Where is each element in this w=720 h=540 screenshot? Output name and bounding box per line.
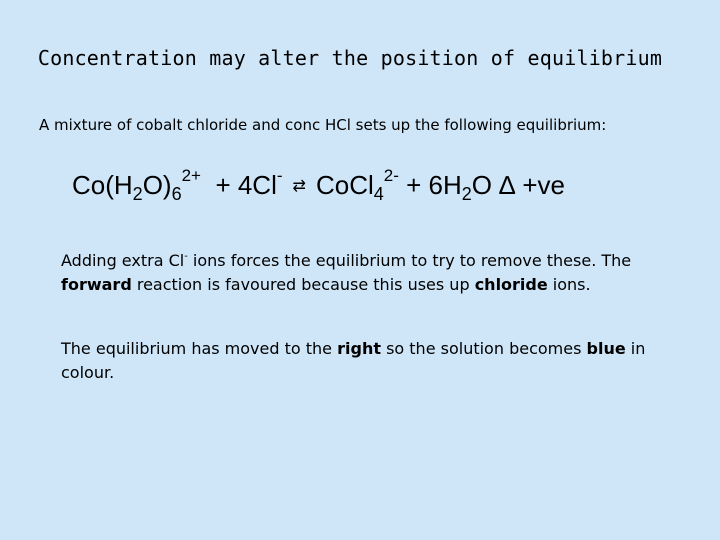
p1-part3: reaction is favoured because this uses up [131, 275, 475, 294]
p1-part2: ions forces the equilibrium to try to remove these. The [187, 251, 632, 270]
eq-reactant1-a: Co(H [72, 170, 133, 200]
chemical-equation [72, 166, 566, 204]
eq-chloride-charge: - [276, 166, 283, 185]
eq-product1: CoCl [315, 170, 374, 200]
p2-bold-right: right [337, 339, 381, 358]
p2-part3: in colour. [61, 339, 646, 382]
p1-bold-chloride: chloride [474, 275, 548, 294]
eq-reactant1-b: O) [142, 170, 172, 200]
p1-charge: - [184, 251, 188, 262]
p2-part1: The equilibrium has moved to the [61, 339, 338, 358]
p1-part4: ions. [547, 275, 591, 294]
paragraph-chloride [61, 249, 681, 297]
eq-plus-water: + 6H [398, 170, 462, 200]
p1-bold-forward: forward [61, 275, 132, 294]
eq-reactant1-charge: 2+ [181, 166, 201, 185]
eq-reactant1-sub1: 2 [132, 184, 143, 204]
eq-product1-charge: 2- [383, 166, 399, 185]
eq-plus-chloride: + 4Cl [208, 170, 277, 200]
eq-water-sub: 2 [461, 184, 472, 204]
eq-product1-sub: 4 [373, 184, 384, 204]
eq-reactant1-sub2: 6 [171, 184, 182, 204]
p2-bold-blue: blue [586, 339, 626, 358]
equilibrium-arrow-icon: ⇄ [292, 178, 306, 195]
slide-title: Concentration may alter the position of equilibrium [37, 46, 663, 70]
p2-part2: so the solution becomes [380, 339, 587, 358]
intro-text: A mixture of cobalt chloride and conc HCl sets up the following equilibrium: [39, 116, 607, 134]
eq-water-o: O [471, 170, 493, 200]
p1-part1: Adding extra Cl [61, 251, 185, 270]
eq-delta: ∆ +ve [492, 170, 566, 200]
paragraph-result [61, 337, 681, 385]
